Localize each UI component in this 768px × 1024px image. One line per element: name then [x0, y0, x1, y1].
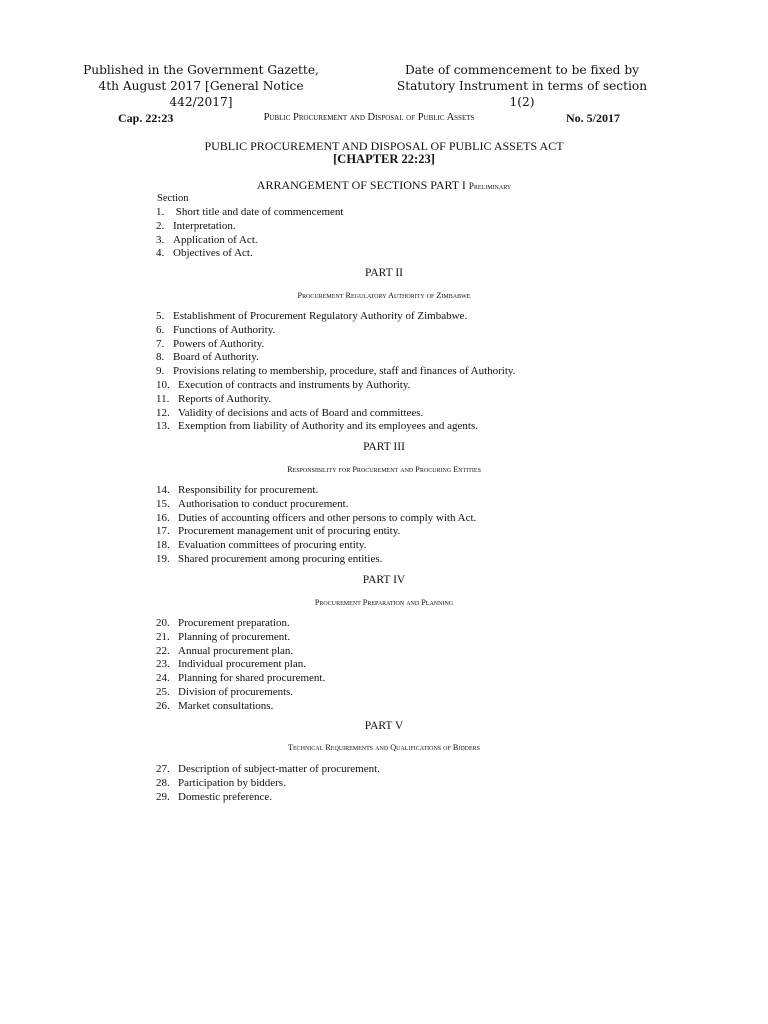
- part-5-subheading: Technical Requirements and Qualifications of Bidders: [287, 743, 481, 752]
- list-item: 23. Individual procurement plan.: [156, 658, 306, 671]
- running-title: Public Procurement and Disposal of Public Assets: [263, 112, 475, 123]
- part-1-section-list: [156, 206, 343, 261]
- list-item: 28. Participation by bidders.: [156, 776, 286, 789]
- part-4-subheading: Procurement Preparation and Planning: [314, 598, 454, 607]
- list-item: 13. Exemption from liability of Authority and its employees and agents.: [156, 420, 479, 433]
- act-number: No. 5/2017: [566, 111, 620, 125]
- part-4-heading: PART IV: [362, 574, 406, 586]
- part-5-heading: PART V: [364, 720, 404, 732]
- commencement-line-1: Date of commencement to be fixed by: [404, 63, 640, 77]
- list-item: 20. Procurement preparation.: [156, 617, 290, 629]
- list-item: 29. Domestic preference.: [156, 790, 273, 803]
- part-2-subheading: Procurement Regulatory Authority of Zimbabwe: [297, 291, 471, 300]
- list-item: 14. Responsibility for procurement.: [156, 484, 319, 496]
- list-item: 1. Short title and date of commencement: [156, 206, 344, 218]
- list-item: 2. Interpretation.: [156, 219, 236, 232]
- list-item: 3. Application of Act.: [156, 233, 258, 246]
- list-item: 9. Provisions relating to membership, procedure, staff and finances of Authority.: [156, 365, 516, 378]
- part-3-subheading: Responsibility for Procurement and Procuring Entities: [287, 465, 481, 474]
- act-title: PUBLIC PROCUREMENT AND DISPOSAL OF PUBLIC ASSETS ACT: [204, 139, 564, 153]
- section-column-label: Section: [157, 193, 189, 204]
- gazette-publication-line-2: 4th August 2017 [General Notice 442/2017]: [98, 79, 304, 109]
- list-item: 7. Powers of Authority.: [156, 337, 265, 350]
- arrangement-sub: Preliminary: [468, 181, 512, 191]
- list-item: 27. Description of subject-matter of procurement.: [156, 763, 380, 775]
- list-item: 22. Annual procurement plan.: [156, 644, 294, 657]
- part-3-section-list: [156, 484, 476, 567]
- running-header: [118, 110, 620, 126]
- chapter-label: [CHAPTER 22:23]: [333, 152, 435, 166]
- list-item: 16. Duties of accounting officers and other persons to comply with Act.: [156, 511, 477, 524]
- list-item: 24. Planning for shared procurement.: [156, 672, 326, 685]
- part-4-section-list: [156, 617, 325, 714]
- list-item: 19. Shared procurement among procuring entities.: [156, 552, 383, 565]
- cap-label: Cap. 22:23: [118, 111, 174, 125]
- commencement-line-2: Statutory Instrument in terms of section 1(2): [396, 79, 648, 109]
- arrangement-main: ARRANGEMENT OF SECTIONS PART I: [256, 178, 466, 192]
- part-2-section-list: [156, 310, 515, 434]
- list-item: 12. Validity of decisions and acts of Board and committees.: [156, 406, 424, 419]
- gazette-publication-line-1: Published in the Government Gazette,: [83, 63, 319, 77]
- list-item: 5. Establishment of Procurement Regulatory Authority of Zimbabwe.: [156, 310, 468, 322]
- list-item: 10. Execution of contracts and instruments by Authority.: [156, 378, 411, 391]
- part-5-section-list: [156, 763, 380, 804]
- list-item: 25. Division of procurements.: [156, 685, 294, 698]
- list-item: 21. Planning of procurement.: [156, 630, 291, 643]
- part-3-heading: PART III: [363, 441, 405, 453]
- list-item: 11. Reports of Authority.: [156, 392, 272, 405]
- list-item: 4. Objectives of Act.: [156, 247, 253, 260]
- list-item: 15. Authorisation to conduct procurement.: [156, 497, 349, 510]
- list-item: 6. Functions of Authority.: [156, 323, 276, 336]
- arrangement-heading: [0, 178, 768, 193]
- list-item: 18. Evaluation committees of procuring entity.: [156, 539, 367, 552]
- part-2-heading: PART II: [365, 267, 403, 279]
- list-item: 17. Procurement management unit of procuring entity.: [156, 525, 401, 538]
- list-item: 8. Board of Authority.: [156, 351, 259, 364]
- commencement-note: [392, 62, 652, 110]
- list-item: 26. Market consultations.: [156, 699, 274, 712]
- gazette-publication-note: [70, 62, 332, 110]
